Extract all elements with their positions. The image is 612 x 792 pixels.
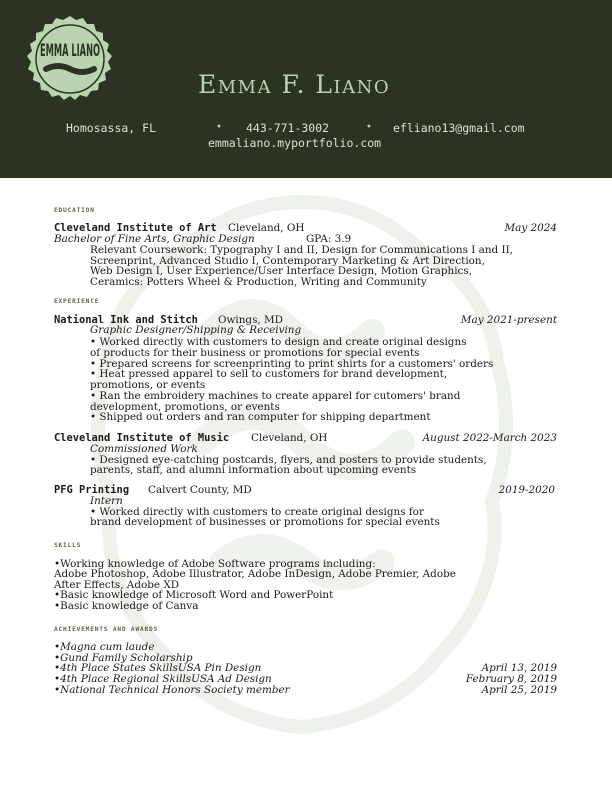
- education-date: May 2024: [504, 222, 557, 234]
- logo-badge: [24, 14, 116, 106]
- company-name: PFG Printing: [54, 484, 130, 496]
- coursework-line: Ceramics: Potters Wheel & Production, Writing and Community: [90, 276, 427, 288]
- website-link[interactable]: emmaliano.myportfolio.com: [208, 136, 382, 150]
- header-banner: [0, 0, 612, 178]
- job-detail-line: • Worked directly with customers to design and create original designs: [90, 336, 467, 348]
- coursework-line: Web Design I, User Experience/User Interface Design, Motion Graphics,: [90, 265, 473, 277]
- job-detail-line: promotions, or events: [90, 379, 206, 391]
- job-detail-line: • Ran the embroidery machines to create apparel for cutomers' brand: [90, 390, 461, 402]
- job-detail-line: • Prepared screens for screenprinting to print shirts for a customers' orders: [90, 358, 494, 370]
- job-title: Commissioned Work: [90, 443, 198, 455]
- job-date: 2019-2020: [498, 484, 555, 496]
- skill-line: •Working knowledge of Adobe Software programs including:: [54, 558, 376, 570]
- name-title: Emma F. Liano: [198, 70, 391, 99]
- award-item: •Gund Family Scholarship: [54, 652, 193, 664]
- award-item: •4th Place Regional SkillsUSA Ad Design: [54, 673, 272, 685]
- job-detail-line: • Heat pressed apparel to sell to customers for brand development,: [90, 368, 448, 380]
- award-date: February 8, 2019: [465, 673, 557, 685]
- award-item: •4th Place States SkillsUSA Pin Design: [54, 662, 262, 674]
- degree: Bachelor of Fine Arts, Graphic Design: [54, 233, 255, 245]
- gpa: GPA: 3.9: [306, 233, 352, 245]
- award-item: •National Technical Honors Society member: [54, 684, 290, 696]
- company-location: Cleveland, OH: [251, 432, 328, 444]
- logo-text-top: EMMA LIANO: [40, 41, 100, 61]
- school-location: Cleveland, OH: [228, 222, 305, 234]
- job-detail-line: • Designed eye-catching postcards, flyers, and posters to provide students,: [90, 454, 487, 466]
- award-date: April 25, 2019: [481, 684, 557, 696]
- location-text: Homosassa, FL: [66, 121, 157, 135]
- job-detail-line: parents, staff, and alumni information about upcoming events: [90, 464, 417, 476]
- email-link[interactable]: efliano13@gmail.com: [393, 121, 525, 135]
- section-heading-education: EDUCATION: [54, 207, 95, 214]
- section-heading-experience: EXPERIENCE: [54, 298, 100, 305]
- job-date: May 2021-present: [460, 314, 557, 326]
- job-date: August 2022-March 2023: [422, 432, 557, 444]
- award-date: April 13, 2019: [481, 662, 557, 674]
- separator-dot: •: [216, 122, 222, 133]
- job-detail-line: of products for their business or promotions for special events: [90, 347, 420, 359]
- job-detail-line: development, promotions, or events: [90, 401, 280, 413]
- section-heading-awards: ACHIEVEMENTS AND AWARDS: [54, 626, 159, 633]
- skill-line: •Basic knowledge of Microsoft Word and PowerPoint: [54, 589, 334, 601]
- job-detail-line: • Shipped out orders and ran computer for shipping department: [90, 411, 431, 423]
- separator-dot: •: [366, 122, 372, 133]
- section-heading-skills: SKILLS: [54, 542, 82, 549]
- company-location: Calvert County, MD: [148, 484, 252, 496]
- skill-line: Adobe Photoshop, Adobe Illustrator, Adobe InDesign, Adobe Premier, Adobe: [54, 568, 456, 580]
- job-title: Intern: [90, 495, 123, 507]
- school-name: Cleveland Institute of Art: [54, 222, 217, 234]
- skill-line: •Basic knowledge of Canva: [54, 600, 199, 612]
- coursework-line: Relevant Coursework: Typography I and II, Design for Communications I and II,: [90, 244, 513, 256]
- job-detail-line: • Worked directly with customers to create original designs for: [90, 506, 424, 518]
- company-name: Cleveland Institute of Music: [54, 432, 230, 444]
- skill-line: After Effects, Adobe XD: [54, 579, 180, 591]
- company-location: Owings, MD: [218, 314, 283, 326]
- company-name: National Ink and Stitch: [54, 314, 198, 326]
- phone-text[interactable]: 443-771-3002: [246, 121, 330, 135]
- award-item: •Magna cum laude: [54, 641, 155, 653]
- coursework-line: Screenprint, Advanced Studio I, Contemporary Marketing & Art Direction,: [90, 255, 485, 267]
- job-detail-line: brand development of businesses or promotions for special events: [90, 516, 440, 528]
- job-title: Graphic Designer/Shipping & Receiving: [90, 324, 302, 336]
